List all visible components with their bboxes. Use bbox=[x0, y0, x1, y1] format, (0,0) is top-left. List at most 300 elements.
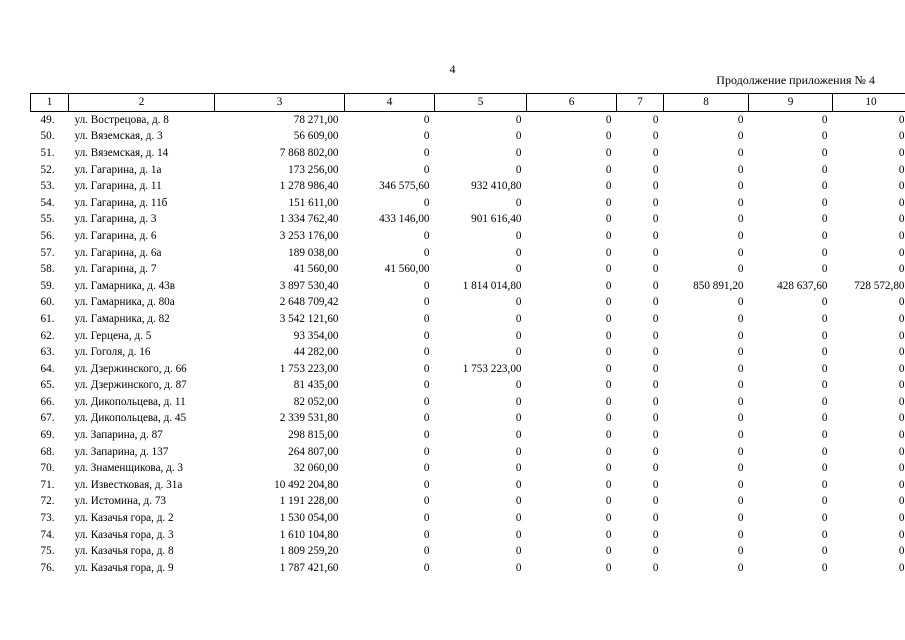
col-9-amount: 0 bbox=[821, 329, 828, 342]
col-7-amount: 0 bbox=[652, 163, 659, 176]
col-10-amount: 0 bbox=[898, 528, 905, 541]
col-7-amount: 0 bbox=[652, 296, 659, 309]
col-10-amount: 728 572,80 bbox=[854, 279, 905, 292]
column-header-5: 5 bbox=[435, 94, 527, 112]
total-amount: 81 435,00 bbox=[293, 379, 339, 392]
col-9-amount: 0 bbox=[821, 545, 828, 558]
col-5-amount: 901 616,40 bbox=[471, 213, 522, 226]
col-6-amount: 0 bbox=[605, 429, 612, 442]
col-10-amount: 0 bbox=[898, 196, 905, 209]
col-6-amount: 0 bbox=[605, 478, 612, 491]
address: ул. Казачья гора, д. 8 bbox=[74, 545, 174, 558]
total-amount: 32 060,00 bbox=[293, 462, 339, 475]
address: ул. Казачья гора, д. 2 bbox=[74, 512, 174, 525]
column-header-10: 10 bbox=[833, 94, 905, 112]
col-6-amount: 0 bbox=[605, 263, 612, 276]
total-amount: 1 334 762,40 bbox=[279, 213, 339, 226]
col-9-amount: 0 bbox=[821, 495, 828, 508]
address: ул. Гагарина, д. 1а bbox=[74, 163, 162, 176]
col-6-amount: 0 bbox=[605, 329, 612, 342]
col-9-amount: 0 bbox=[821, 379, 828, 392]
col-10-amount: 0 bbox=[898, 545, 905, 558]
row-number: 49. bbox=[40, 113, 55, 126]
row-number: 69. bbox=[40, 429, 55, 442]
col-4-amount: 0 bbox=[423, 279, 430, 292]
col-5-amount: 0 bbox=[515, 545, 522, 558]
col-4-amount: 433 146,00 bbox=[379, 213, 430, 226]
col-6-amount: 0 bbox=[605, 561, 612, 574]
col-7-amount: 0 bbox=[652, 395, 659, 408]
col-5-amount: 0 bbox=[515, 113, 522, 126]
total-amount: 2 648 709,42 bbox=[279, 296, 339, 309]
col-5-amount: 0 bbox=[515, 379, 522, 392]
col-10-amount: 0 bbox=[898, 113, 905, 126]
address: ул. Гоголя, д. 16 bbox=[74, 346, 151, 359]
table-row bbox=[31, 295, 905, 312]
table-row bbox=[31, 328, 905, 345]
col-6-amount: 0 bbox=[605, 512, 612, 525]
row-number: 70. bbox=[40, 462, 55, 475]
col-4-amount: 41 560,00 bbox=[384, 263, 430, 276]
row-number: 56. bbox=[40, 229, 55, 242]
col-8-amount: 0 bbox=[737, 462, 744, 475]
col-6-amount: 0 bbox=[605, 462, 612, 475]
col-5-amount: 0 bbox=[515, 561, 522, 574]
row-number: 51. bbox=[40, 146, 55, 159]
col-9-amount: 428 637,60 bbox=[777, 279, 828, 292]
col-5-amount: 0 bbox=[515, 395, 522, 408]
col-7-amount: 0 bbox=[652, 445, 659, 458]
col-8-amount: 0 bbox=[737, 512, 744, 525]
col-6-amount: 0 bbox=[605, 379, 612, 392]
col-7-amount: 0 bbox=[652, 130, 659, 143]
table-row bbox=[31, 460, 905, 477]
col-10-amount: 0 bbox=[898, 445, 905, 458]
col-7-amount: 0 bbox=[652, 229, 659, 242]
col-10-amount: 0 bbox=[898, 296, 905, 309]
address: ул. Известковая, д. 31а bbox=[74, 478, 183, 491]
col-9-amount: 0 bbox=[821, 412, 828, 425]
col-7-amount: 0 bbox=[652, 180, 659, 193]
col-10-amount: 0 bbox=[898, 213, 905, 226]
col-7-amount: 0 bbox=[652, 246, 659, 259]
address: ул. Вяземская, д. 3 bbox=[74, 130, 163, 143]
col-9-amount: 0 bbox=[821, 346, 828, 359]
col-7-amount: 0 bbox=[652, 495, 659, 508]
total-amount: 2 339 531,80 bbox=[279, 412, 339, 425]
col-8-amount: 0 bbox=[737, 246, 744, 259]
total-amount: 7 868 802,00 bbox=[279, 146, 339, 159]
col-9-amount: 0 bbox=[821, 180, 828, 193]
col-5-amount: 0 bbox=[515, 163, 522, 176]
col-10-amount: 0 bbox=[898, 180, 905, 193]
column-header-7: 7 bbox=[617, 94, 664, 112]
col-8-amount: 0 bbox=[737, 146, 744, 159]
col-6-amount: 0 bbox=[605, 395, 612, 408]
col-5-amount: 0 bbox=[515, 130, 522, 143]
col-10-amount: 0 bbox=[898, 429, 905, 442]
column-header-8: 8 bbox=[664, 94, 749, 112]
table-body bbox=[31, 112, 905, 577]
table-row bbox=[31, 543, 905, 560]
col-6-amount: 0 bbox=[605, 130, 612, 143]
row-number: 68. bbox=[40, 445, 55, 458]
address: ул. Запарина, д. 137 bbox=[74, 445, 169, 458]
col-10-amount: 0 bbox=[898, 130, 905, 143]
col-6-amount: 0 bbox=[605, 296, 612, 309]
col-7-amount: 0 bbox=[652, 346, 659, 359]
col-9-amount: 0 bbox=[821, 246, 828, 259]
col-8-amount: 0 bbox=[737, 545, 744, 558]
col-8-amount: 0 bbox=[737, 180, 744, 193]
col-5-amount: 1 814 014,80 bbox=[462, 279, 522, 292]
total-amount: 1 787 421,60 bbox=[279, 561, 339, 574]
col-4-amount: 0 bbox=[423, 113, 430, 126]
row-number: 50. bbox=[40, 130, 55, 143]
col-9-amount: 0 bbox=[821, 146, 828, 159]
table-row bbox=[31, 361, 905, 378]
row-number: 76. bbox=[40, 561, 55, 574]
address: ул. Герцена, д. 5 bbox=[74, 329, 152, 342]
table-row bbox=[31, 427, 905, 444]
table-row bbox=[31, 245, 905, 262]
col-8-amount: 0 bbox=[737, 312, 744, 325]
address: ул. Дзержинского, д. 66 bbox=[74, 362, 187, 375]
table-row bbox=[31, 527, 905, 544]
total-amount: 93 354,00 bbox=[293, 329, 339, 342]
address: ул. Гагарина, д. 3 bbox=[74, 213, 157, 226]
address: ул. Гамарника, д. 80а bbox=[74, 296, 175, 309]
col-9-amount: 0 bbox=[821, 163, 828, 176]
col-4-amount: 0 bbox=[423, 478, 430, 491]
col-7-amount: 0 bbox=[652, 263, 659, 276]
col-4-amount: 0 bbox=[423, 163, 430, 176]
col-9-amount: 0 bbox=[821, 229, 828, 242]
row-number: 57. bbox=[40, 246, 55, 259]
row-number: 52. bbox=[40, 163, 55, 176]
table-row bbox=[31, 311, 905, 328]
total-amount: 3 253 176,00 bbox=[279, 229, 339, 242]
col-6-amount: 0 bbox=[605, 229, 612, 242]
address: ул. Знаменщикова, д. 3 bbox=[74, 462, 184, 475]
col-5-amount: 0 bbox=[515, 146, 522, 159]
row-number: 54. bbox=[40, 196, 55, 209]
total-amount: 189 038,00 bbox=[288, 246, 339, 259]
address: ул. Гагарина, д. 7 bbox=[74, 263, 157, 276]
table-row bbox=[31, 261, 905, 278]
column-header-2: 2 bbox=[69, 94, 215, 112]
col-6-amount: 0 bbox=[605, 113, 612, 126]
col-8-amount: 0 bbox=[737, 113, 744, 126]
col-10-amount: 0 bbox=[898, 146, 905, 159]
total-amount: 56 609,00 bbox=[293, 130, 339, 143]
col-5-amount: 0 bbox=[515, 445, 522, 458]
appendix-continuation-note: Продолжение приложения № 4 bbox=[716, 73, 875, 87]
col-8-amount: 0 bbox=[737, 196, 744, 209]
table-row bbox=[31, 411, 905, 428]
col-6-amount: 0 bbox=[605, 196, 612, 209]
row-number: 53. bbox=[40, 180, 55, 193]
row-number: 72. bbox=[40, 495, 55, 508]
col-8-amount: 0 bbox=[737, 130, 744, 143]
table-row bbox=[31, 195, 905, 212]
row-number: 74. bbox=[40, 528, 55, 541]
col-5-amount: 932 410,80 bbox=[471, 180, 522, 193]
col-10-amount: 0 bbox=[898, 362, 905, 375]
col-7-amount: 0 bbox=[652, 213, 659, 226]
col-7-amount: 0 bbox=[652, 312, 659, 325]
col-4-amount: 0 bbox=[423, 130, 430, 143]
col-6-amount: 0 bbox=[605, 246, 612, 259]
column-header-1: 1 bbox=[31, 94, 69, 112]
col-6-amount: 0 bbox=[605, 146, 612, 159]
col-10-amount: 0 bbox=[898, 329, 905, 342]
col-8-amount: 0 bbox=[737, 346, 744, 359]
row-number: 75. bbox=[40, 545, 55, 558]
col-5-amount: 0 bbox=[515, 412, 522, 425]
total-amount: 1 610 104,80 bbox=[279, 528, 339, 541]
row-number: 73. bbox=[40, 512, 55, 525]
col-7-amount: 0 bbox=[652, 196, 659, 209]
total-amount: 151 611,00 bbox=[288, 196, 339, 209]
address: ул. Дикопольцева, д. 11 bbox=[74, 395, 186, 408]
col-5-amount: 0 bbox=[515, 229, 522, 242]
col-8-amount: 0 bbox=[737, 528, 744, 541]
col-7-amount: 0 bbox=[652, 429, 659, 442]
col-4-amount: 0 bbox=[423, 512, 430, 525]
row-number: 60. bbox=[40, 296, 55, 309]
col-7-amount: 0 bbox=[652, 113, 659, 126]
col-9-amount: 0 bbox=[821, 113, 828, 126]
col-4-amount: 0 bbox=[423, 462, 430, 475]
address: ул. Запарина, д. 87 bbox=[74, 429, 163, 442]
col-9-amount: 0 bbox=[821, 213, 828, 226]
col-9-amount: 0 bbox=[821, 445, 828, 458]
col-8-amount: 0 bbox=[737, 229, 744, 242]
col-6-amount: 0 bbox=[605, 346, 612, 359]
col-7-amount: 0 bbox=[652, 561, 659, 574]
col-5-amount: 1 753 223,00 bbox=[462, 362, 522, 375]
col-5-amount: 0 bbox=[515, 246, 522, 259]
col-8-amount: 0 bbox=[737, 561, 744, 574]
col-10-amount: 0 bbox=[898, 462, 905, 475]
total-amount: 82 052,00 bbox=[293, 395, 339, 408]
page-number: 4 bbox=[449, 62, 456, 76]
address: ул. Казачья гора, д. 9 bbox=[74, 561, 174, 574]
col-8-amount: 0 bbox=[737, 412, 744, 425]
col-5-amount: 0 bbox=[515, 528, 522, 541]
col-5-amount: 0 bbox=[515, 478, 522, 491]
col-5-amount: 0 bbox=[515, 263, 522, 276]
table-row bbox=[31, 510, 905, 527]
col-4-amount: 0 bbox=[423, 329, 430, 342]
total-amount: 264 807,00 bbox=[288, 445, 339, 458]
col-7-amount: 0 bbox=[652, 462, 659, 475]
column-header-3: 3 bbox=[215, 94, 345, 112]
col-9-amount: 0 bbox=[821, 528, 828, 541]
row-number: 66. bbox=[40, 395, 55, 408]
total-amount: 1 753 223,00 bbox=[279, 362, 339, 375]
col-8-amount: 0 bbox=[737, 329, 744, 342]
col-8-amount: 0 bbox=[737, 362, 744, 375]
col-7-amount: 0 bbox=[652, 279, 659, 292]
total-amount: 41 560,00 bbox=[293, 263, 339, 276]
col-8-amount: 0 bbox=[737, 296, 744, 309]
col-7-amount: 0 bbox=[652, 512, 659, 525]
row-number: 58. bbox=[40, 263, 55, 276]
col-6-amount: 0 bbox=[605, 495, 612, 508]
row-number: 65. bbox=[40, 379, 55, 392]
address: ул. Гамарника, д. 82 bbox=[74, 312, 170, 325]
col-10-amount: 0 bbox=[898, 495, 905, 508]
table-row bbox=[31, 444, 905, 461]
address: ул. Истомина, д. 73 bbox=[74, 495, 167, 508]
col-5-amount: 0 bbox=[515, 512, 522, 525]
col-4-amount: 0 bbox=[423, 395, 430, 408]
col-4-amount: 0 bbox=[423, 561, 430, 574]
col-4-amount: 0 bbox=[423, 312, 430, 325]
table-row bbox=[31, 477, 905, 494]
col-5-amount: 0 bbox=[515, 329, 522, 342]
col-4-amount: 0 bbox=[423, 196, 430, 209]
col-10-amount: 0 bbox=[898, 395, 905, 408]
column-header-6: 6 bbox=[527, 94, 617, 112]
col-9-amount: 0 bbox=[821, 296, 828, 309]
header-row bbox=[31, 94, 905, 112]
table-row bbox=[31, 228, 905, 245]
col-5-amount: 0 bbox=[515, 312, 522, 325]
col-10-amount: 0 bbox=[898, 512, 905, 525]
col-5-amount: 0 bbox=[515, 196, 522, 209]
total-amount: 3 897 530,40 bbox=[279, 279, 339, 292]
col-4-amount: 0 bbox=[423, 346, 430, 359]
total-amount: 44 282,00 bbox=[293, 346, 339, 359]
address: ул. Гагарина, д. 6а bbox=[74, 246, 162, 259]
col-10-amount: 0 bbox=[898, 246, 905, 259]
col-7-amount: 0 bbox=[652, 146, 659, 159]
col-4-amount: 0 bbox=[423, 412, 430, 425]
col-10-amount: 0 bbox=[898, 312, 905, 325]
total-amount: 1 278 986,40 bbox=[279, 180, 339, 193]
col-4-amount: 0 bbox=[423, 379, 430, 392]
col-9-amount: 0 bbox=[821, 196, 828, 209]
total-amount: 1 191 228,00 bbox=[279, 495, 339, 508]
col-5-amount: 0 bbox=[515, 346, 522, 359]
total-amount: 3 542 121,60 bbox=[279, 312, 339, 325]
col-9-amount: 0 bbox=[821, 478, 828, 491]
row-number: 55. bbox=[40, 213, 55, 226]
col-5-amount: 0 bbox=[515, 429, 522, 442]
address: ул. Гагарина, д. 11 bbox=[74, 180, 162, 193]
col-6-amount: 0 bbox=[605, 528, 612, 541]
col-4-amount: 0 bbox=[423, 246, 430, 259]
col-4-amount: 0 bbox=[423, 146, 430, 159]
col-5-amount: 0 bbox=[515, 462, 522, 475]
col-9-amount: 0 bbox=[821, 512, 828, 525]
col-6-amount: 0 bbox=[605, 362, 612, 375]
col-9-amount: 0 bbox=[821, 312, 828, 325]
address: ул. Дикопольцева, д. 45 bbox=[74, 412, 187, 425]
col-9-amount: 0 bbox=[821, 462, 828, 475]
col-7-amount: 0 bbox=[652, 329, 659, 342]
table-row bbox=[31, 162, 905, 179]
col-10-amount: 0 bbox=[898, 229, 905, 242]
total-amount: 298 815,00 bbox=[288, 429, 339, 442]
row-number: 64. bbox=[40, 362, 55, 375]
col-4-amount: 0 bbox=[423, 545, 430, 558]
table-row bbox=[31, 212, 905, 229]
col-4-amount: 0 bbox=[423, 362, 430, 375]
row-number: 62. bbox=[40, 329, 55, 342]
col-8-amount: 0 bbox=[737, 445, 744, 458]
col-4-amount: 0 bbox=[423, 495, 430, 508]
column-header-9: 9 bbox=[749, 94, 833, 112]
table-row bbox=[31, 394, 905, 411]
table-row bbox=[31, 278, 905, 295]
col-6-amount: 0 bbox=[605, 279, 612, 292]
table-row bbox=[31, 560, 905, 577]
col-8-amount: 0 bbox=[737, 163, 744, 176]
table-row bbox=[31, 344, 905, 361]
registry-table bbox=[30, 93, 905, 577]
total-amount: 1 530 054,00 bbox=[279, 512, 339, 525]
col-7-amount: 0 bbox=[652, 412, 659, 425]
col-5-amount: 0 bbox=[515, 296, 522, 309]
total-amount: 1 809 259,20 bbox=[279, 545, 339, 558]
col-7-amount: 0 bbox=[652, 528, 659, 541]
col-6-amount: 0 bbox=[605, 312, 612, 325]
col-6-amount: 0 bbox=[605, 412, 612, 425]
col-7-amount: 0 bbox=[652, 478, 659, 491]
col-4-amount: 0 bbox=[423, 445, 430, 458]
table-row bbox=[31, 178, 905, 195]
col-9-amount: 0 bbox=[821, 429, 828, 442]
col-7-amount: 0 bbox=[652, 362, 659, 375]
total-amount: 78 271,00 bbox=[293, 113, 339, 126]
col-8-amount: 0 bbox=[737, 379, 744, 392]
col-9-amount: 0 bbox=[821, 130, 828, 143]
row-number: 63. bbox=[40, 346, 55, 359]
address: ул. Вострецова, д. 8 bbox=[74, 113, 169, 126]
col-4-amount: 0 bbox=[423, 229, 430, 242]
total-amount: 10 492 204,80 bbox=[274, 478, 339, 491]
col-10-amount: 0 bbox=[898, 478, 905, 491]
address: ул. Гамарника, д. 43в bbox=[74, 279, 176, 292]
col-10-amount: 0 bbox=[898, 263, 905, 276]
col-10-amount: 0 bbox=[898, 379, 905, 392]
col-8-amount: 0 bbox=[737, 495, 744, 508]
col-4-amount: 0 bbox=[423, 528, 430, 541]
col-4-amount: 346 575,60 bbox=[379, 180, 430, 193]
table-row bbox=[31, 494, 905, 511]
address: ул. Дзержинского, д. 87 bbox=[74, 379, 187, 392]
row-number: 61. bbox=[40, 312, 55, 325]
table-row bbox=[31, 378, 905, 395]
col-9-amount: 0 bbox=[821, 395, 828, 408]
table-header bbox=[31, 94, 905, 112]
address: ул. Казачья гора, д. 3 bbox=[74, 528, 174, 541]
col-8-amount: 0 bbox=[737, 395, 744, 408]
address: ул. Вяземская, д. 14 bbox=[74, 146, 169, 159]
col-6-amount: 0 bbox=[605, 180, 612, 193]
col-6-amount: 0 bbox=[605, 445, 612, 458]
col-10-amount: 0 bbox=[898, 346, 905, 359]
col-10-amount: 0 bbox=[898, 561, 905, 574]
col-10-amount: 0 bbox=[898, 412, 905, 425]
col-9-amount: 0 bbox=[821, 263, 828, 276]
col-8-amount: 0 bbox=[737, 263, 744, 276]
col-9-amount: 0 bbox=[821, 561, 828, 574]
